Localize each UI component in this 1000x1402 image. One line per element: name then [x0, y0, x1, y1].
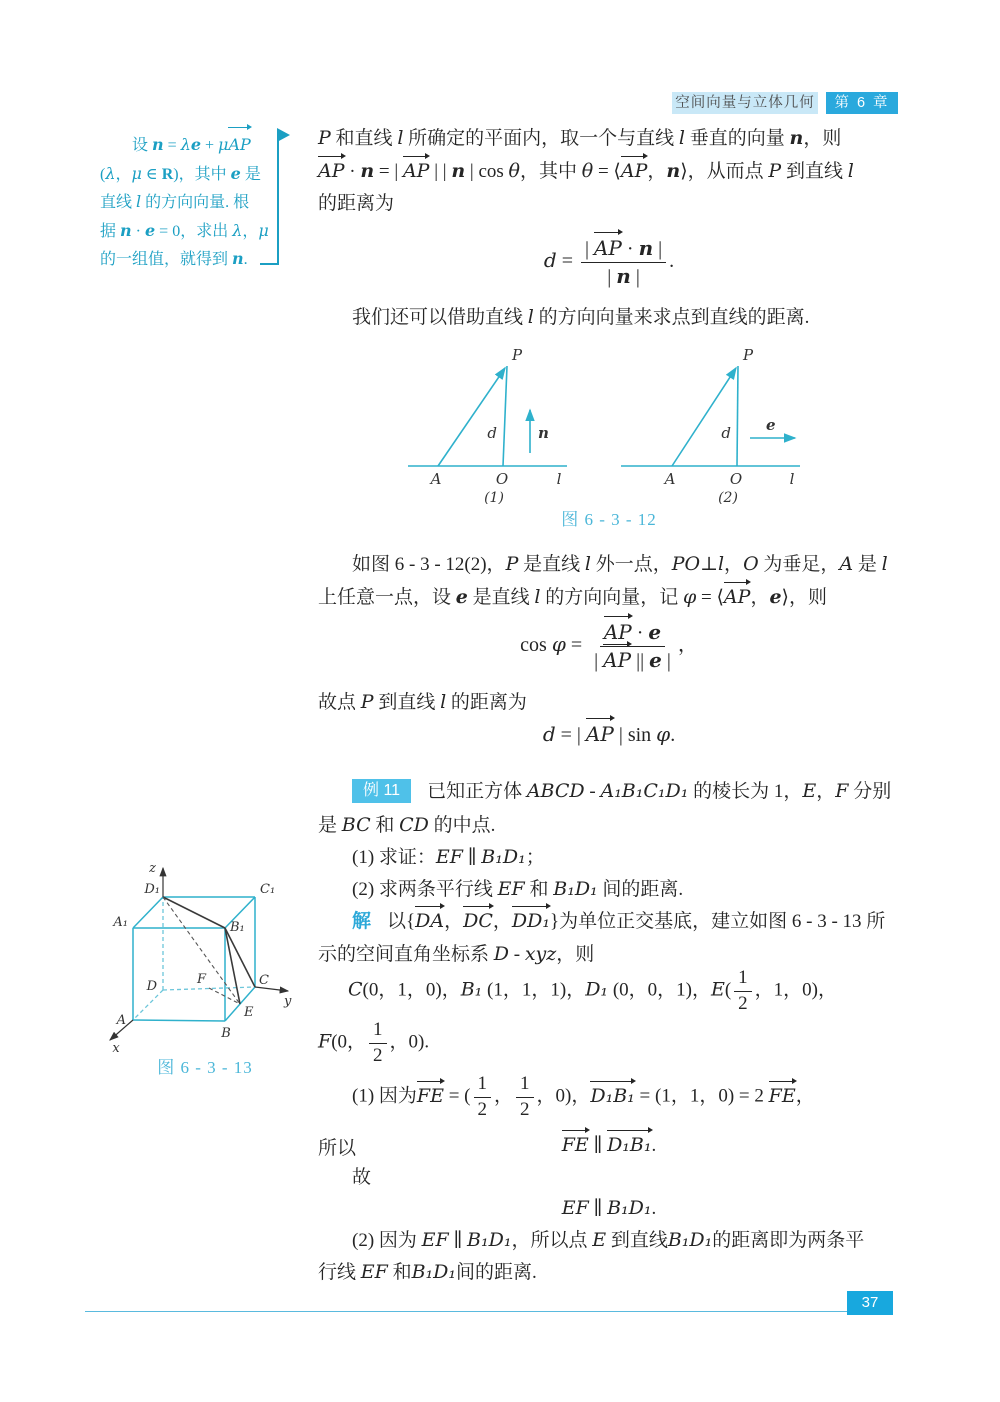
paragraph-line: 上任意一点，设 e 是直线 l 的方向向量，记 φ = ⟨AP，e⟩，则 [318, 586, 827, 608]
solution-part-1: (1) 因为FE = ( $\frac{1}{2}$ ， $\frac{1}{2}$ ，0)，D₁B₁ = (1，1，0) = 2 FE， [352, 1073, 815, 1120]
segment-B1E [225, 928, 240, 1004]
margin-note-line: 设 n = λe + μAP [132, 131, 276, 160]
label-B1: B₁ [230, 920, 245, 935]
label-C: C [259, 973, 269, 988]
label-l: l [556, 470, 562, 488]
figure-6-3-12-caption: 图 6 - 3 - 12 [561, 510, 657, 529]
label-D: D [146, 979, 157, 994]
figure-6-3-12 [393, 346, 838, 504]
page-number: 37 [847, 1291, 893, 1315]
edge-AB [133, 1020, 225, 1021]
label-y-axis: y [284, 994, 292, 1009]
paragraph-line: 如图 6 - 3 - 12(2)，P 是直线 l 外一点，PO⊥l，O 为垂足，A 是 l [352, 553, 888, 575]
formula-FE-parallel: FE ∥ D₁B₁. [561, 1134, 657, 1156]
segment-D1B1 [163, 897, 225, 928]
example-line: 是 BC 和 CD 的中点. [318, 814, 496, 836]
solution-text: 以{DA，DC，DD₁}为单位正交基底，建立如图 6 - 3 - 13 所 [387, 910, 886, 932]
example-item-2: (2) 求两条平行线 EF 和 B₁D₁ 间的距离. [352, 878, 684, 900]
formula-EF-parallel: EF ∥ B₁D₁. [561, 1197, 657, 1219]
margin-note [100, 131, 276, 274]
label-A: A [430, 470, 442, 488]
margin-note-line: 据 n · e = 0，求出 λ，μ [100, 220, 269, 240]
paragraph-line: AP · n = | AP | | n | cos θ，其中 θ = ⟨AP，n⟩，从而点 P 到直线 l [318, 160, 854, 182]
paragraph-line: 我们还可以借助直线 l 的方向向量来求点到直线的距离. [352, 306, 810, 328]
subfig-1-number: (1) [484, 490, 504, 504]
label-z-axis: z [149, 861, 156, 876]
example-badge: 例 11 [352, 779, 411, 803]
label-d: d [721, 424, 731, 442]
footer-rule [85, 1311, 847, 1312]
example-item-1: (1) 求证：EF ∥ B₁D₁； [352, 846, 545, 868]
label-F: F [196, 972, 206, 987]
example-text: 已知正方体 ABCD - A₁B₁C₁D₁ 的棱长为 1，E，F 分别 [427, 780, 892, 802]
label-x-axis: x [112, 1041, 120, 1056]
label-O: O [495, 470, 509, 488]
figure-6-3-13-caption: 图 6 - 3 - 13 [157, 1058, 253, 1077]
solution-part-2-line-1: (2) 因为 EF ∥ B₁D₁，所以点 E 到直线B₁D₁的距离即为两条平 [352, 1229, 865, 1251]
solution-line: 示的空间直角坐标系 D - xyz，则 [318, 943, 595, 965]
paragraph-line: 的距离为 [318, 193, 395, 214]
header-chapter-title: 空间向量与立体几何 [672, 92, 818, 114]
display-formula-distance-n: d = $\frac{| AP \cdot n |}{| n |}$ . [543, 236, 675, 288]
segment-OP [737, 366, 738, 466]
label-d: d [487, 424, 497, 442]
header-chapter-badge: 第 6 章 [826, 92, 898, 114]
figure-6-3-13-cube [98, 856, 303, 1056]
edge-DA [133, 990, 163, 1020]
vector-AP [438, 368, 505, 466]
label-O: O [729, 470, 743, 488]
segment-D1E [163, 897, 240, 1004]
label-E: E [244, 1005, 254, 1020]
coordinates-line-2: F(0， $\frac{1}{2}$ ，0). [318, 1019, 430, 1066]
label-P: P [743, 346, 754, 364]
label-A1: A₁ [113, 915, 128, 930]
margin-note-line: 的一组值，就得到 n. [100, 249, 248, 268]
segment-OP [503, 366, 507, 466]
solution-so-label: 所以 [318, 1138, 357, 1159]
example-heading-line [352, 779, 891, 804]
subfig-2-number: (2) [718, 490, 738, 504]
display-formula-d-sin-phi: d = | AP | sin φ. [542, 722, 676, 746]
solution-gu-label: 故 [352, 1167, 372, 1188]
segment-B1C [225, 928, 255, 987]
solution-heading-line [352, 910, 885, 934]
label-e: e [766, 416, 776, 434]
margin-note-line: (λ，μ ∈ R)，其中 e 是 [100, 163, 261, 183]
margin-note-rule [277, 140, 279, 264]
label-D1: D₁ [144, 882, 160, 897]
label-n: n [538, 424, 549, 442]
vector-AP [672, 368, 736, 466]
label-B: B [221, 1026, 231, 1041]
label-C1: C₁ [260, 882, 276, 897]
paragraph-line: P 和直线 l 所确定的平面内，取一个与直线 l 垂直的向量 n，则 [318, 127, 842, 149]
margin-note-flag-icon [277, 128, 290, 142]
margin-note-line: 直线 l 的方向向量. 根 [100, 192, 250, 211]
solution-badge: 解 [352, 911, 372, 932]
solution-part-2-line-2: 行线 EF 和B₁D₁间的距离. [318, 1261, 537, 1283]
label-A: A [116, 1013, 126, 1028]
label-l: l [789, 470, 795, 488]
display-formula-cos-phi: cos φ = $\frac{AP \cdot e}{| AP || e |}$ ， [520, 620, 698, 672]
coordinates-line-1: C(0，1，0)，B₁ (1，1，1)，D₁ (0，0，1)，E( $\frac{1}{2}$ ，1，0)， [348, 967, 837, 1014]
edge-D1A1 [133, 897, 163, 928]
label-A: A [664, 470, 676, 488]
margin-note-rule-foot [260, 263, 279, 265]
label-P: P [512, 346, 523, 364]
paragraph-line: 故点 P 到直线 l 的距离为 [318, 691, 527, 713]
